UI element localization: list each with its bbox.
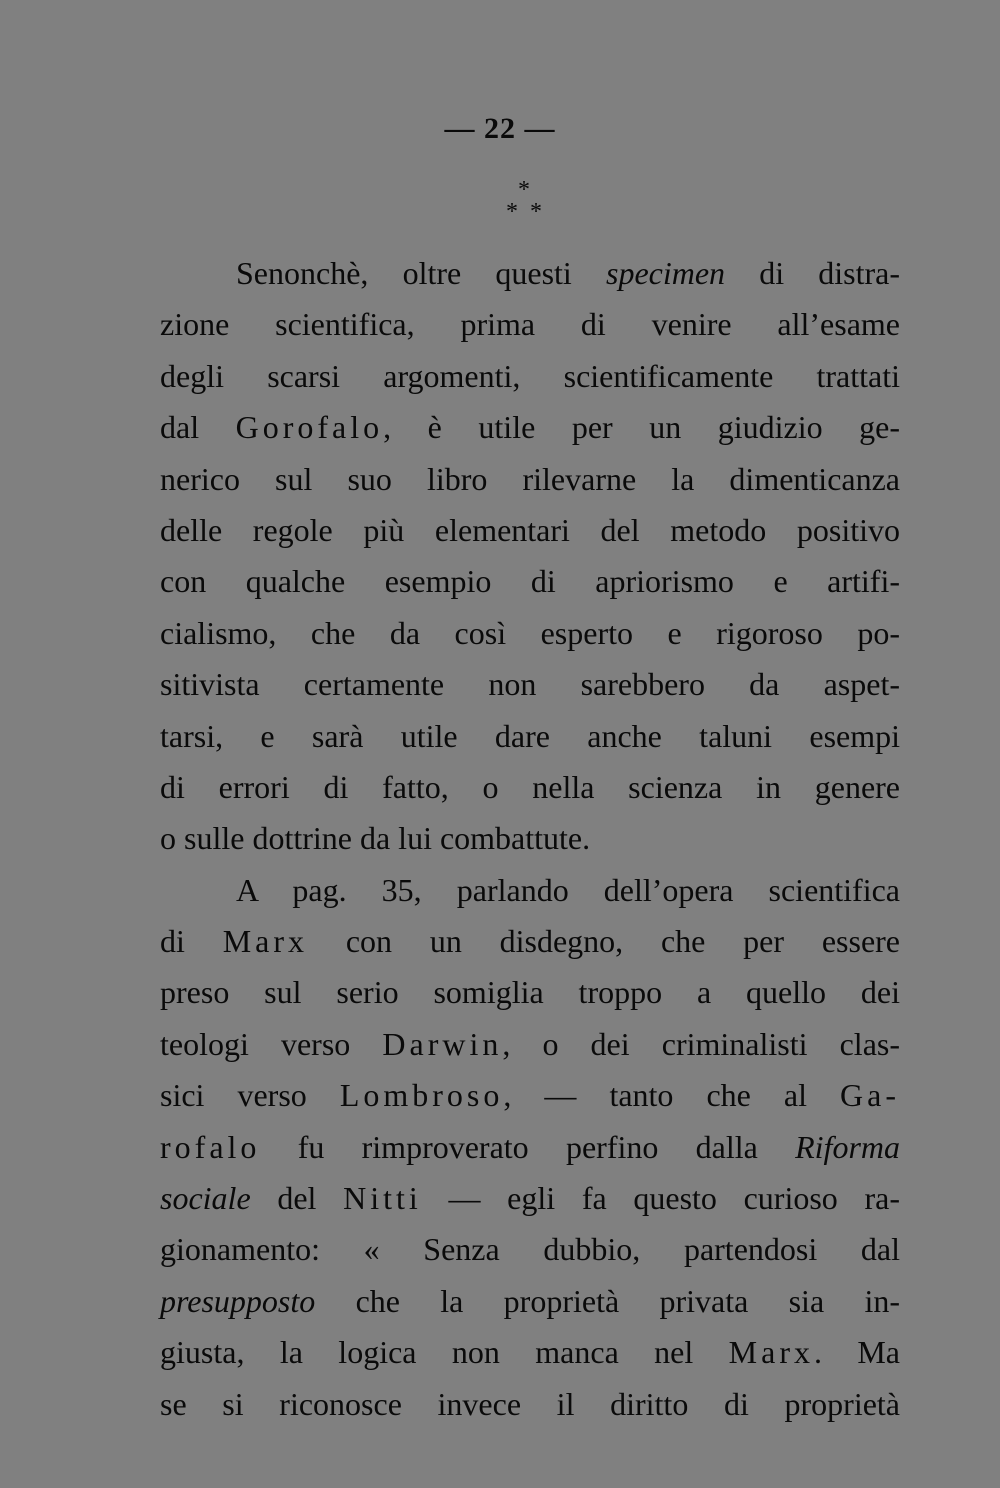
text-line — [160, 1327, 900, 1378]
text-line — [160, 711, 900, 762]
text-line — [160, 1070, 900, 1121]
text-segment: del — [250, 1180, 344, 1217]
text-segment: se si riconosce invece il diritto di proprietà — [160, 1385, 900, 1422]
text-segment: o sulle dottrine da lui combattute. — [160, 820, 591, 857]
text-segment: di distra- — [725, 255, 901, 291]
spaced-name: Nitti — [343, 1180, 422, 1217]
text-segment: dal — [160, 409, 236, 446]
spaced-name: Gorofalo — [235, 409, 384, 446]
text-segment: sici verso — [160, 1077, 340, 1114]
text-segment: con qualche esempio di apriorismo e artifi- — [160, 563, 900, 600]
text-segment: di errori di fatto, o nella scienza in genere — [160, 768, 900, 805]
text-segment: A pag. 35, parlando dell’opera scientifica — [236, 871, 900, 908]
text-segment: sitivista certamente non sarebbero da aspet- — [160, 666, 900, 703]
text-line — [160, 608, 900, 659]
spaced-name: Marx — [728, 1334, 814, 1371]
text-segment: , — tanto che al — [503, 1077, 841, 1114]
text-segment: . Ma — [813, 1334, 901, 1371]
text-line — [160, 1019, 900, 1070]
text-line — [160, 248, 900, 299]
spaced-name: Marx — [222, 923, 309, 960]
text-line — [160, 813, 900, 864]
text-line — [160, 762, 900, 813]
text-segment: preso sul serio somiglia troppo a quello dei — [160, 974, 900, 1011]
text-line — [160, 505, 900, 556]
asterism-star-left: * — [506, 199, 518, 225]
text-segment: tarsi, e sarà utile dare anche taluni esempi — [160, 717, 900, 754]
asterism-star-top: * — [518, 177, 530, 203]
text-line — [160, 1276, 900, 1327]
text-line — [160, 659, 900, 710]
text-segment: gionamento: « Senza dubbio, partendosi dal — [160, 1231, 900, 1268]
text-segment: — egli fa questo curioso ra- — [421, 1180, 901, 1217]
spaced-name: Ga- — [840, 1077, 901, 1114]
spaced-name: rofalo — [160, 1128, 261, 1165]
text-line — [160, 1379, 900, 1430]
text-segment: fu rimproverato perfino dalla — [260, 1128, 796, 1165]
text-segment: teologi verso — [160, 1025, 383, 1062]
text-line — [160, 916, 900, 967]
text-segment: di — [160, 923, 223, 960]
text-line — [160, 402, 900, 453]
text-segment: , è utile per un giudizio ge- — [383, 409, 900, 446]
spaced-name: Darwin — [382, 1025, 503, 1062]
text-segment: degli scarsi argomenti, scientificamente trattati — [160, 357, 900, 394]
text-line — [160, 299, 900, 350]
italic-term: Riforma — [795, 1128, 900, 1165]
text-segment: zione scientifica, prima di venire all’esame — [160, 306, 900, 343]
spaced-name: Lombroso — [339, 1077, 504, 1114]
italic-term: sociale — [160, 1180, 251, 1217]
text-line — [160, 1122, 900, 1173]
body-text — [160, 248, 900, 1430]
italic-term: presupposto — [160, 1282, 316, 1319]
text-line — [160, 865, 900, 916]
text-segment: che la proprietà privata sia in- — [315, 1282, 900, 1319]
text-segment: cialismo, che da così esperto e rigoroso po- — [160, 614, 900, 651]
text-line — [160, 351, 900, 402]
text-line — [160, 1224, 900, 1275]
text-segment: con un disdegno, che per essere — [308, 923, 901, 960]
text-line — [160, 967, 900, 1018]
text-line — [160, 1173, 900, 1224]
text-segment: Senonchè, oltre questi — [236, 255, 606, 291]
text-segment: , o dei criminalisti clas- — [502, 1025, 901, 1062]
italic-term: specimen — [605, 255, 726, 291]
text-segment: giusta, la logica non manca nel — [160, 1334, 729, 1371]
page-number: — 22 — — [444, 112, 556, 145]
text-line — [160, 556, 900, 607]
asterism-star-right: * — [530, 199, 542, 225]
text-line — [160, 454, 900, 505]
text-segment: nerico sul suo libro rilevarne la dimenticanza — [160, 460, 900, 497]
text-segment: delle regole più elementari del metodo positivo — [160, 511, 900, 548]
asterism — [488, 177, 578, 240]
